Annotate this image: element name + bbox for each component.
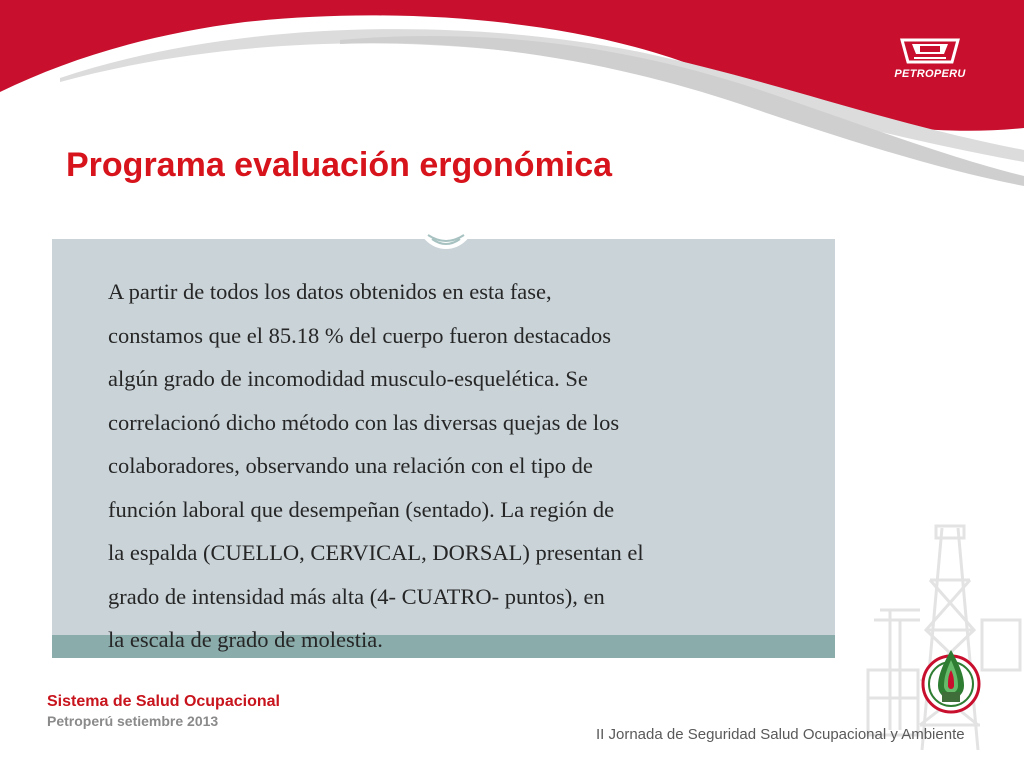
footer-organization: Sistema de Salud Ocupacional (47, 693, 280, 710)
body-line: grado de intensidad más alta (4- CUATRO- puntos), en (108, 583, 605, 609)
body-line: función laboral que desempeñan (sentado). La región de (108, 496, 615, 522)
logo-text: PETROPERU (894, 68, 966, 80)
body-line: la espalda (CUELLO, CERVICAL, DORSAL) presentan el (108, 540, 644, 565)
petroperu-emblem-icon (898, 34, 962, 66)
page-title: Programa evaluación ergonómica (66, 146, 613, 184)
body-paragraph (108, 270, 820, 658)
body-line: la escala de grado de molestia. (108, 627, 383, 652)
footer-event-name: II Jornada de Seguridad Salud Ocupacional y Ambiente (596, 726, 965, 743)
decorative-circle (418, 205, 474, 249)
footer-date: Petroperú setiembre 2013 (47, 713, 219, 729)
content-box (52, 239, 835, 658)
petroperu-logo (878, 34, 982, 86)
occupational-health-seal-icon (918, 646, 984, 716)
body-line: constamos que el 85.18 % del cuerpo fueron destacados (108, 322, 611, 348)
body-line: correlacionó dicho método con las diversas quejas de los (108, 409, 620, 435)
body-line: A partir de todos los datos obtenidos en esta fase, (108, 279, 552, 304)
body-line: colaboradores, observando una relación con el tipo de (108, 453, 593, 478)
circle-emblem-icon (418, 205, 474, 249)
body-line: algún grado de incomodidad musculo-esquelética. Se (108, 366, 588, 391)
